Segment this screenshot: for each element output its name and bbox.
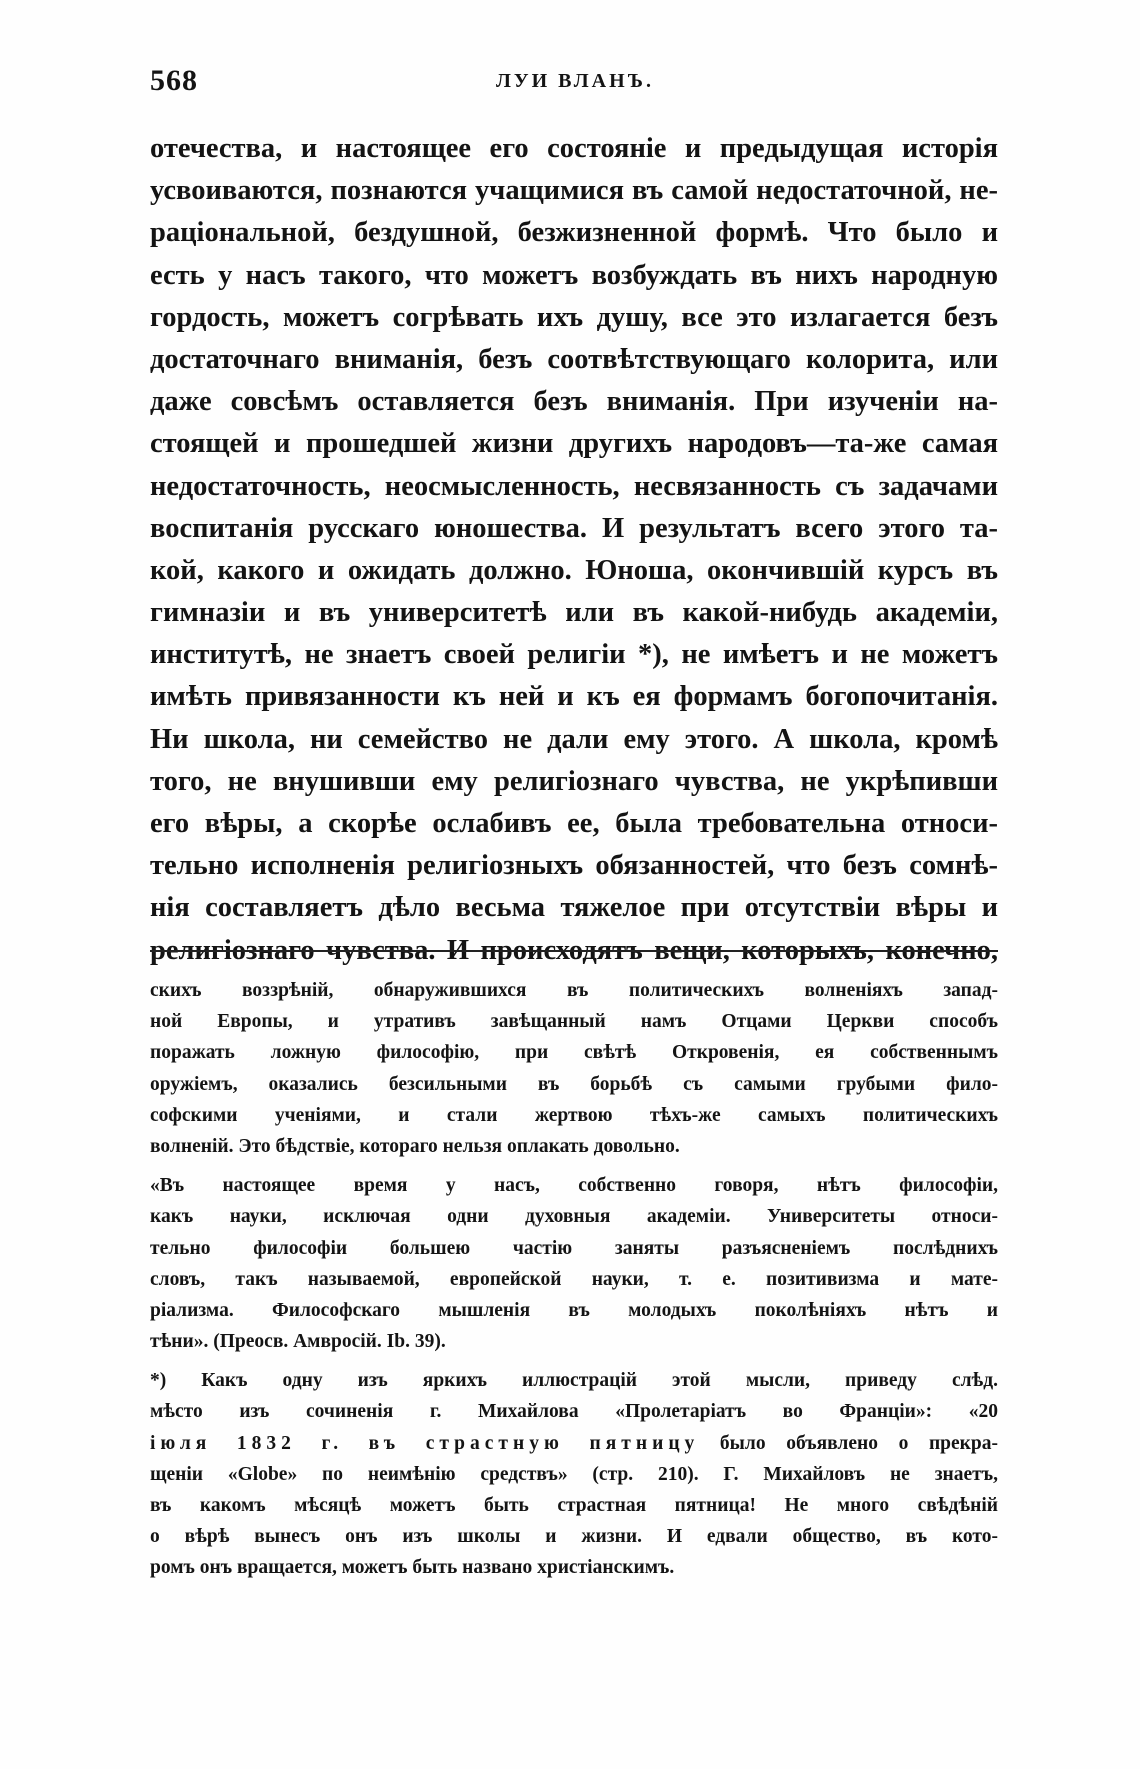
text-line: религіознаго чувства. И происходятъ вещи, которыхъ, конечно,: [150, 934, 998, 966]
footnote-line: тельно философіи большею частію заняты разъясненіемъ послѣднихъ: [150, 1237, 998, 1259]
text-line: кой, какого и ожидать должно. Юноша, окончившій курсъ въ: [150, 554, 998, 586]
footnote-line: какъ науки, исключая одни духовныя академіи. Университеты относи-: [150, 1206, 998, 1228]
footnote-quote: [150, 1170, 998, 1357]
footnote-line: ріализма. Философскаго мышленія въ молодыхъ поколѣніяхъ нѣтъ и: [150, 1299, 998, 1321]
text-line: раціональной, бездушной, безжизненной формѣ. Что было и: [150, 217, 998, 249]
text-line: отечества, и настоящее его состояніе и предыдущая исторія: [150, 133, 998, 164]
paragraph-gap: [150, 1357, 998, 1365]
text-line: институтѣ, не знаетъ своей религіи *), не имѣетъ и не можетъ: [150, 639, 998, 671]
spaced-emphasis: іюля 1832 г. въ страстную пятницу: [150, 1432, 700, 1454]
footnote-divider: [150, 950, 998, 952]
text-line: того, не внушивши ему религіознаго чувства, не укрѣпивши: [150, 765, 998, 797]
footnote-line: словъ, такъ называемой, европейской науки, т. е. позитивизма и мате-: [150, 1268, 998, 1290]
main-text: [150, 128, 998, 972]
page-header: [150, 64, 1000, 104]
text-line: имѣть привязанности къ ней и къ ея формамъ богопочитанія.: [150, 681, 998, 713]
footnote-line: щеніи «Globe» по неимѣнію средствъ» (стр. 210). Г. Михайловъ не знаетъ,: [150, 1463, 998, 1485]
page-number: 568: [150, 64, 198, 97]
footnote-continuation: [150, 975, 998, 1162]
footnote-line: волненій. Это бѣдствіе, котораго нельзя оплакать довольно.: [150, 1135, 680, 1157]
text-line: есть у насъ такого, что можетъ возбуждать въ нихъ народную: [150, 259, 998, 291]
footnote-star: [150, 1365, 998, 1583]
text-line: нія составляетъ дѣло весьма тяжелое при отсутствіи вѣры и: [150, 892, 998, 924]
text-line: усвоиваются, познаются учащимися въ самой недостаточной, не-: [150, 175, 998, 207]
text-line: гордость, можетъ согрѣвать ихъ душу, все это излагается безъ: [150, 301, 998, 333]
footnote-line: мѣсто изъ сочиненія г. Михайлова «Пролетаріатъ во Франціи»: «20: [150, 1401, 998, 1423]
paragraph-gap: [150, 1162, 998, 1170]
footnote-line: скихъ воззрѣній, обнаружившихся въ политическихъ волненіяхъ запад-: [150, 980, 998, 1001]
footnote-line: «Въ настоящее время у насъ, собственно говоря, нѣтъ философіи,: [150, 1175, 998, 1197]
footnote-line: поражать ложную философію, при свѣтѣ Откровенія, ея собственнымъ: [150, 1042, 998, 1064]
text-line: даже совсѣмъ оставляется безъ вниманія. При изученіи на-: [150, 386, 998, 418]
text-line: недостаточность, неосмысленность, несвязанность съ задачами: [150, 470, 998, 502]
footnote-line: софскими ученіями, и стали жертвою тѣхъ-же самыхъ политическихъ: [150, 1104, 998, 1126]
footnote-line: ромъ онъ вращается, можетъ быть названо христіанскимъ.: [150, 1557, 675, 1579]
footnote-line: о вѣрѣ вынесъ онъ изъ школы и жизни. И едвали общество, въ кото-: [150, 1526, 998, 1548]
footnote-line: тѣни». (Преосв. Амвросій. Ib. 39).: [150, 1331, 446, 1353]
text-line: достаточнаго вниманія, безъ соотвѣтствующаго колорита, или: [150, 343, 998, 375]
text-line: гимназіи и въ университетѣ или въ какой-нибудь академіи,: [150, 597, 998, 629]
text-line: тельно исполненія религіозныхъ обязанностей, что безъ сомнѣ-: [150, 850, 998, 882]
running-title: ЛУИ ВЛАНЪ.: [496, 70, 654, 92]
footnote-line: [150, 1428, 998, 1459]
footnote-line: ной Европы, и утративъ завѣщанный намъ Отцами Церкви способъ: [150, 1011, 998, 1033]
text-line: Ни школа, ни семейство не дали ему этого. А школа, кромѣ: [150, 723, 998, 755]
text-line: воспитанія русскаго юношества. И результатъ всего этого та-: [150, 512, 998, 544]
footnote-fragment: было объявлено о прекра-: [699, 1432, 998, 1454]
text-line: стоящей и прошедшей жизни другихъ народовъ—та-же самая: [150, 428, 998, 460]
text-line: его вѣры, а скорѣе ослабивъ ее, была требовательна относи-: [150, 808, 998, 839]
footnotes: [150, 975, 998, 1584]
footnote-line: оружіемъ, оказались безсильными въ борьбѣ съ самыми грубыми фило-: [150, 1073, 998, 1095]
footnote-line: *) Какъ одну изъ яркихъ иллюстрацій этой мысли, приведу слѣд.: [150, 1370, 998, 1392]
footnote-line: въ какомъ мѣсяцѣ можетъ быть страстная пятница! Не много свѣдѣній: [150, 1495, 998, 1516]
